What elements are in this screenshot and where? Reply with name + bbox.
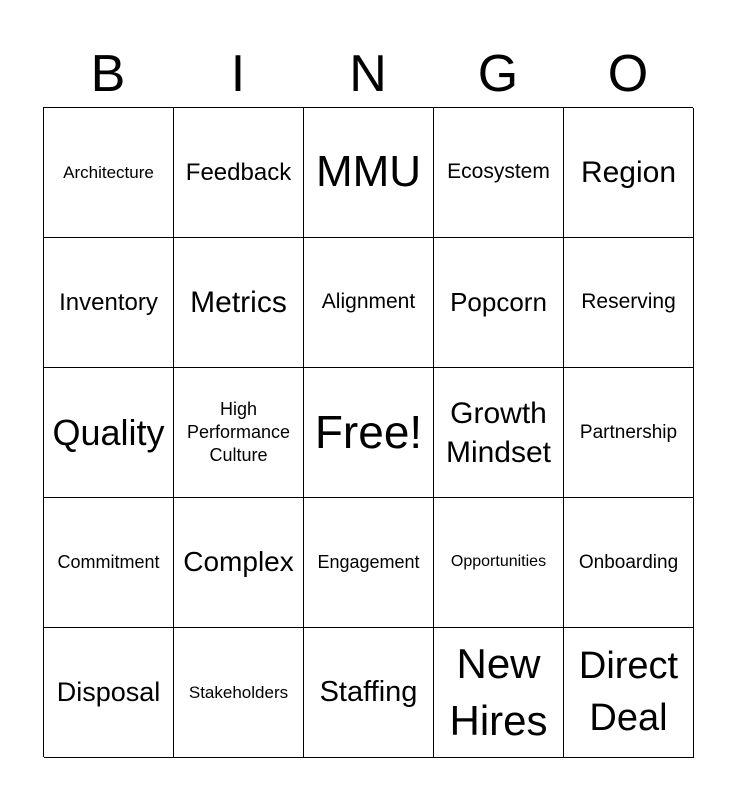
cell-text: Opportunities: [450, 553, 547, 571]
bingo-header: [43, 40, 693, 108]
cell-text: High Performance Culture: [186, 398, 291, 466]
cell-text: Quality: [52, 411, 165, 453]
bingo-cell[interactable]: [44, 238, 174, 368]
cell-text: Ecosystem: [447, 160, 550, 184]
bingo-cell[interactable]: [44, 498, 174, 628]
bingo-cell[interactable]: [174, 108, 304, 238]
cell-text: MMU: [315, 147, 422, 197]
cell-text: Reserving: [581, 290, 676, 314]
cell-text: Free!: [314, 406, 423, 459]
bingo-cell[interactable]: [564, 628, 694, 758]
bingo-cell[interactable]: [564, 498, 694, 628]
bingo-cell[interactable]: [434, 238, 564, 368]
bingo-board: [43, 107, 693, 757]
bingo-cell[interactable]: [564, 238, 694, 368]
header-letter-b: B: [90, 45, 126, 103]
bingo-cell[interactable]: [44, 628, 174, 758]
cell-text: Architecture: [63, 162, 154, 182]
cell-text: Popcorn: [450, 286, 547, 317]
free-space[interactable]: [304, 368, 434, 498]
bingo-cell[interactable]: [174, 628, 304, 758]
bingo-cell[interactable]: [434, 368, 564, 498]
cell-text: Complex: [183, 546, 294, 578]
bingo-cell[interactable]: [174, 368, 304, 498]
bingo-cell[interactable]: [44, 108, 174, 238]
bingo-cell[interactable]: [434, 108, 564, 238]
cell-text: Alignment: [321, 290, 416, 314]
cell-text: Commitment: [57, 552, 160, 573]
cell-text: Growth Mindset: [445, 396, 552, 469]
cell-text: New Hires: [449, 639, 548, 744]
bingo-cell[interactable]: [304, 238, 434, 368]
header-letter-n: N: [349, 45, 387, 103]
cell-text: Direct Deal: [578, 645, 679, 739]
cell-text: Engagement: [317, 552, 420, 573]
header-letter-o: O: [607, 45, 649, 103]
cell-text: Partnership: [579, 421, 678, 443]
bingo-cell[interactable]: [304, 628, 434, 758]
bingo-cell[interactable]: [564, 108, 694, 238]
bingo-cell[interactable]: [564, 368, 694, 498]
bingo-cell[interactable]: [434, 498, 564, 628]
cell-text: Feedback: [185, 158, 292, 186]
cell-text: Onboarding: [578, 551, 679, 573]
bingo-cell[interactable]: [174, 498, 304, 628]
bingo-cell[interactable]: [304, 108, 434, 238]
cell-text: Disposal: [56, 676, 161, 707]
bingo-cell[interactable]: [304, 498, 434, 628]
cell-text: Inventory: [59, 288, 158, 316]
bingo-cell[interactable]: [174, 238, 304, 368]
cell-text: Region: [580, 156, 677, 189]
cell-text: Metrics: [190, 286, 287, 319]
header-letter-i: I: [230, 45, 246, 103]
cell-text: Staffing: [319, 675, 418, 708]
cell-text: Stakeholders: [188, 682, 289, 702]
bingo-cell[interactable]: [434, 628, 564, 758]
header-letter-g: G: [477, 45, 519, 103]
bingo-cell[interactable]: [44, 368, 174, 498]
